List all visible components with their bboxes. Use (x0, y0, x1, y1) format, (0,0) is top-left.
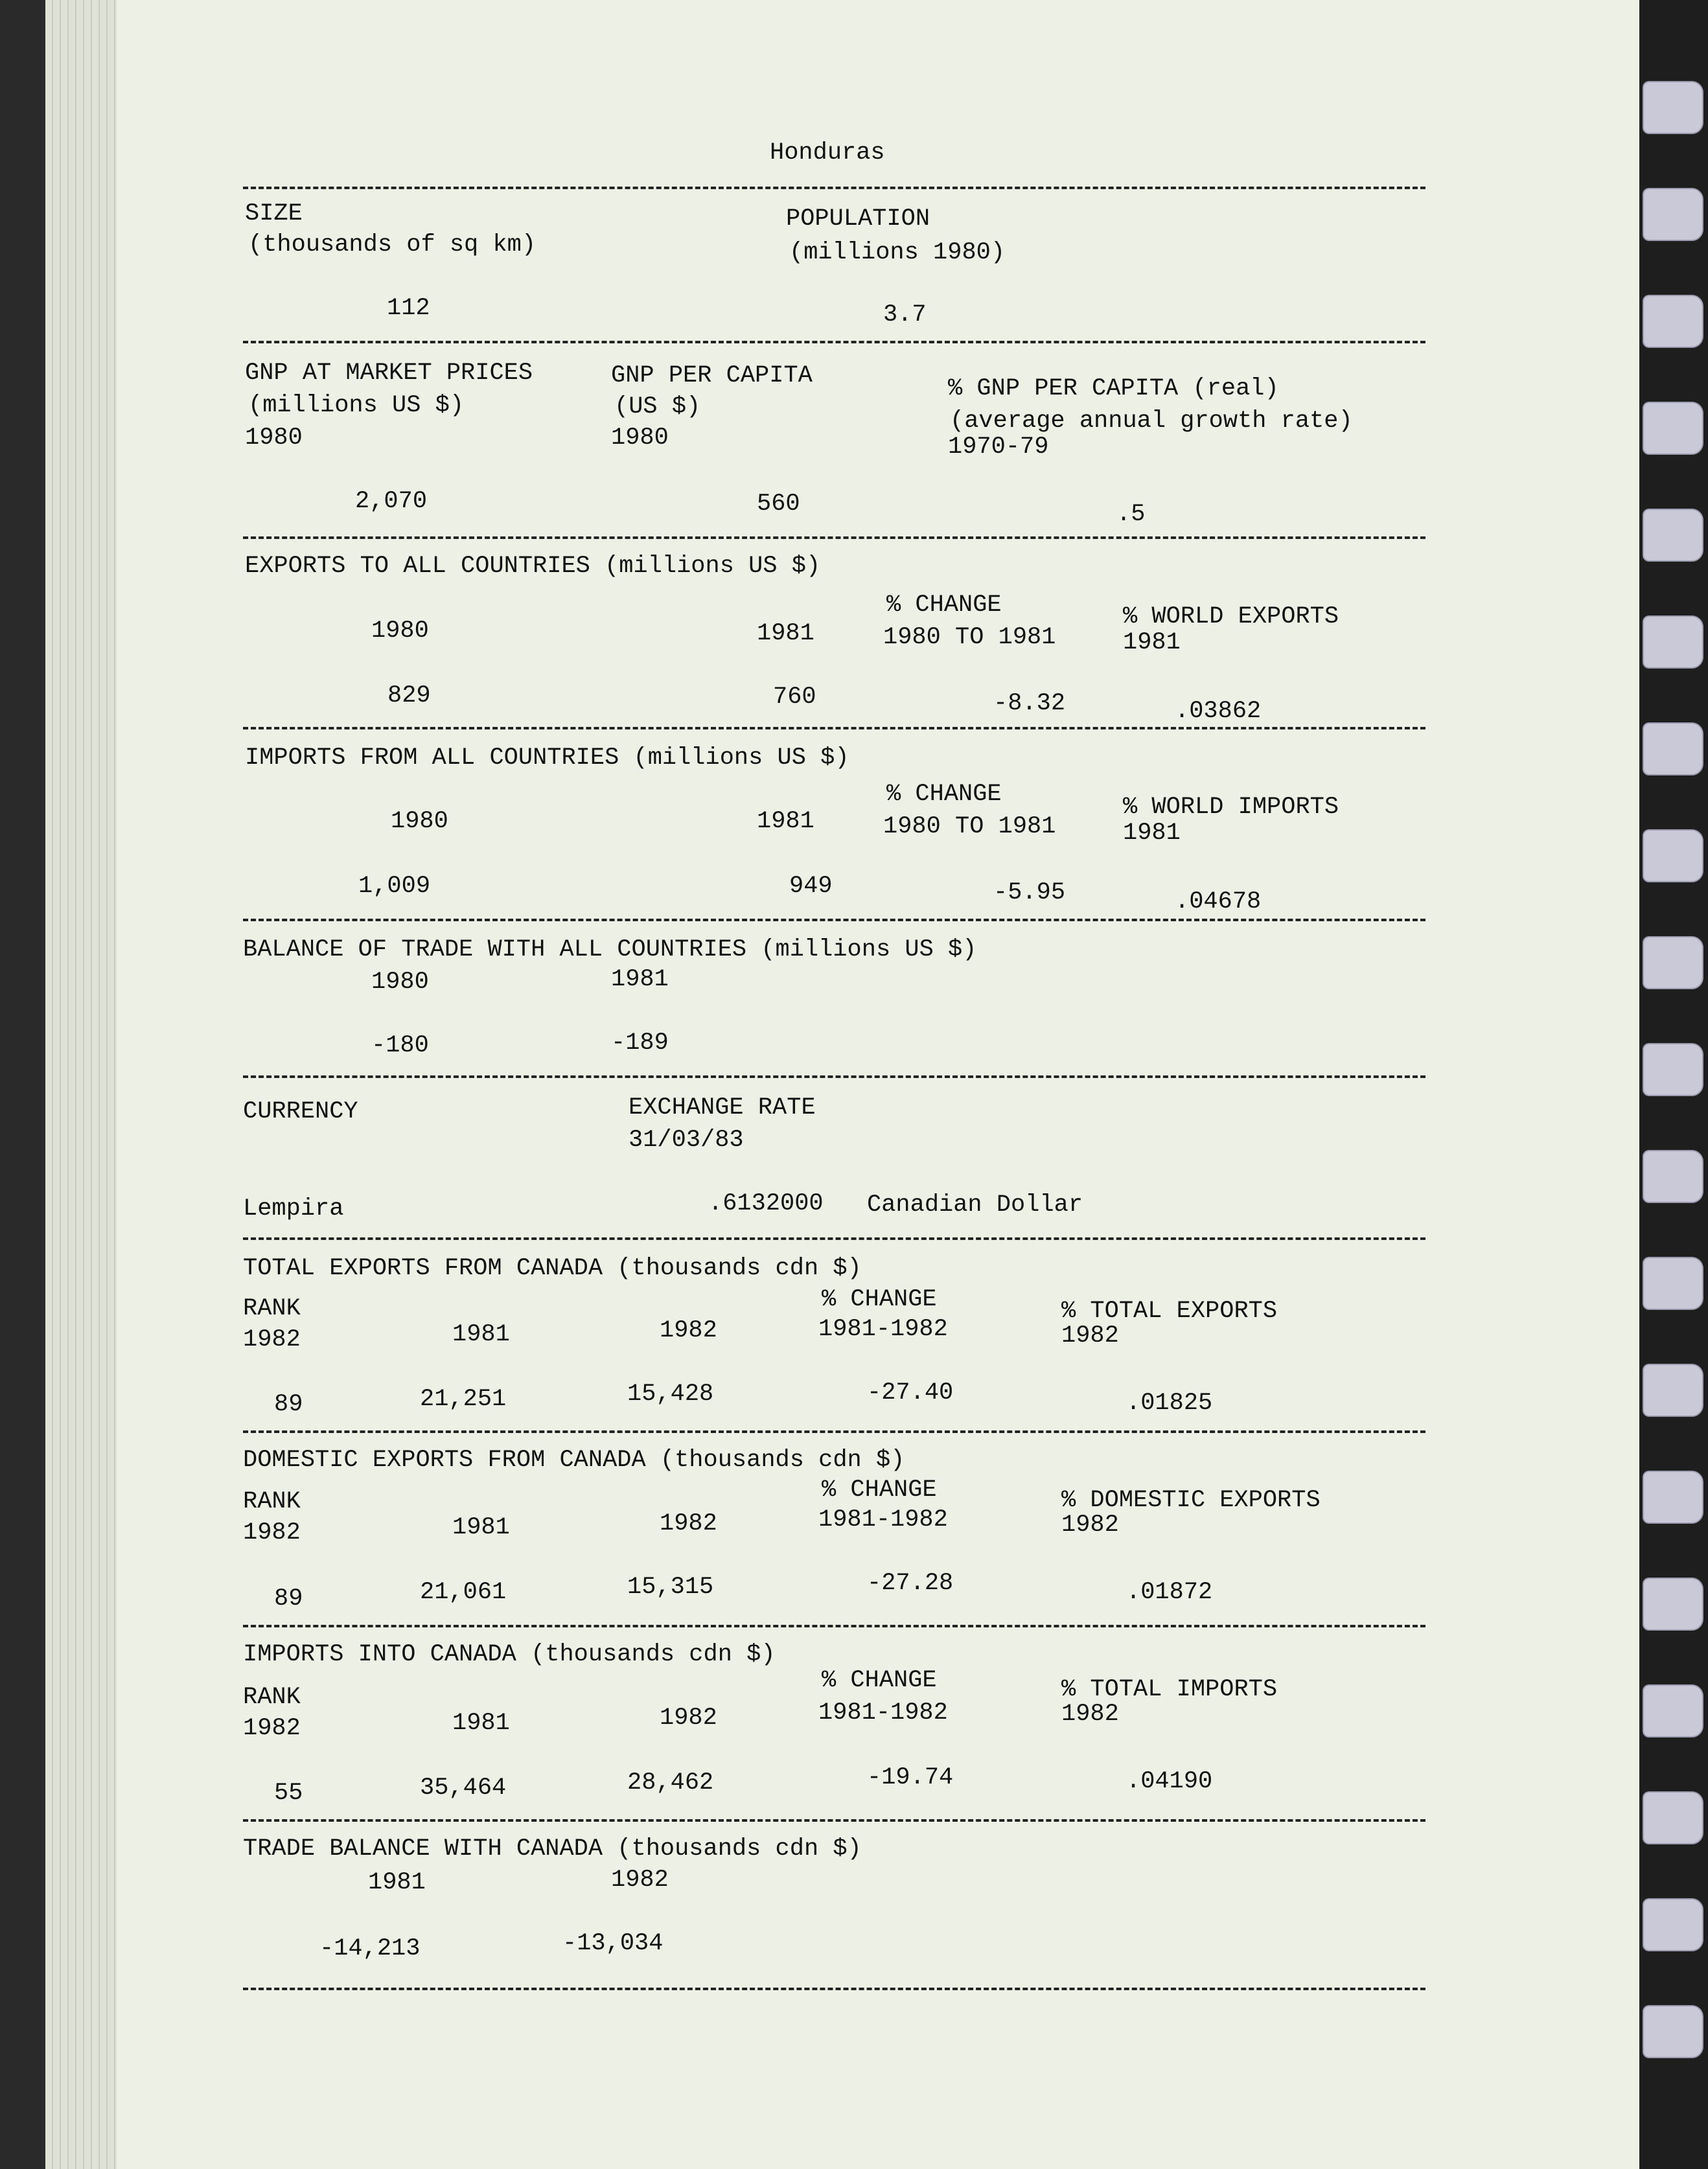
total-exports-change-value: -27.40 (867, 1379, 954, 1406)
imports-canada-pct-label: % TOTAL IMPORTS (1061, 1676, 1278, 1703)
dashed-rule (243, 187, 1425, 189)
domestic-exports-rank-year: 1982 (243, 1519, 301, 1546)
binding-ring (1643, 1898, 1703, 1951)
domestic-exports-pct-value: .01872 (1126, 1579, 1213, 1606)
dashed-rule (243, 341, 1425, 343)
dashed-rule (243, 919, 1425, 921)
imports-all-change-label: % CHANGE (886, 781, 1002, 808)
binding-ring (1643, 2005, 1703, 2058)
domestic-exports-heading: DOMESTIC EXPORTS FROM CANADA (thousands cdn $) (243, 1447, 905, 1474)
imports-canada-year-1982: 1982 (660, 1704, 717, 1732)
balance-all-heading: BALANCE OF TRADE WITH ALL COUNTRIES (millions US $) (243, 936, 977, 963)
imports-canada-rank-value: 55 (274, 1780, 303, 1807)
domestic-exports-pct-year: 1982 (1061, 1511, 1119, 1539)
imports-canada-change-label: % CHANGE (822, 1667, 937, 1694)
total-exports-rank-value: 89 (274, 1391, 303, 1418)
domestic-exports-change-value: -27.28 (867, 1570, 954, 1597)
trade-balance-heading: TRADE BALANCE WITH CANADA (thousands cdn $) (243, 1835, 862, 1863)
total-exports-rank-label: RANK (243, 1295, 301, 1322)
dashed-rule (243, 1625, 1425, 1627)
domestic-exports-value-1981: 21,061 (420, 1579, 507, 1606)
population-label: POPULATION (786, 205, 930, 233)
binding-ring (1643, 1257, 1703, 1310)
balance-all-year-1980: 1980 (371, 969, 429, 996)
imports-canada-rank-label: RANK (243, 1684, 301, 1711)
dashed-rule (243, 1237, 1425, 1240)
trade-balance-year-1981: 1981 (368, 1869, 426, 1896)
imports-all-year-1980: 1980 (391, 808, 448, 835)
trade-balance-value-1981: -14,213 (319, 1935, 421, 1962)
exports-all-pct-year: 1981 (1123, 629, 1181, 656)
binding-ring (1643, 1471, 1703, 1524)
exports-all-value-1981: 760 (773, 683, 816, 711)
imports-all-change-value: -5.95 (993, 879, 1066, 906)
binding-ring (1643, 936, 1703, 989)
gnp-label: GNP AT MARKET PRICES (245, 360, 533, 387)
binding-ring (1643, 188, 1703, 241)
imports-canada-heading: IMPORTS INTO CANADA (thousands cdn $) (243, 1641, 776, 1668)
total-exports-pct-year: 1982 (1061, 1322, 1119, 1349)
imports-all-pct-year: 1981 (1123, 820, 1181, 847)
binding-ring (1643, 1150, 1703, 1203)
exports-all-change-label: % CHANGE (886, 591, 1002, 619)
currency-label: CURRENCY (243, 1098, 358, 1125)
binding-ring (1643, 1043, 1703, 1096)
page-stack-edges (45, 0, 117, 2169)
gnp-growth-label: % GNP PER CAPITA (real) (948, 375, 1279, 402)
trade-balance-year-1982: 1982 (611, 1866, 669, 1894)
exchange-rate-unit: Canadian Dollar (867, 1191, 1083, 1219)
total-exports-year-1981: 1981 (452, 1321, 510, 1348)
domestic-exports-value-1982: 15,315 (627, 1574, 714, 1601)
exports-all-year-1981: 1981 (757, 620, 814, 647)
imports-canada-change-period: 1981-1982 (818, 1699, 948, 1727)
imports-all-change-period: 1980 TO 1981 (883, 813, 1056, 840)
size-value: 112 (387, 295, 430, 322)
binding-ring (1643, 402, 1703, 455)
gnp-capita-label: GNP PER CAPITA (611, 362, 813, 389)
imports-all-value-1980: 1,009 (358, 873, 431, 900)
binding-ring (1643, 1364, 1703, 1417)
dashed-rule (243, 1430, 1425, 1433)
exports-all-value-1980: 829 (387, 682, 431, 709)
imports-all-value-1981: 949 (789, 873, 833, 900)
trade-balance-value-1982: -13,034 (562, 1930, 664, 1957)
domestic-exports-rank-value: 89 (274, 1585, 303, 1612)
total-exports-value-1982: 15,428 (627, 1381, 714, 1408)
dashed-rule (243, 536, 1425, 539)
size-unit: (thousands of sq km) (248, 231, 537, 258)
domestic-exports-pct-label: % DOMESTIC EXPORTS (1061, 1487, 1321, 1514)
domestic-exports-year-1982: 1982 (660, 1510, 717, 1537)
imports-canada-year-1981: 1981 (452, 1710, 510, 1737)
imports-all-year-1981: 1981 (757, 808, 814, 835)
binding-ring (1643, 615, 1703, 669)
imports-canada-value-1981: 35,464 (420, 1774, 507, 1802)
total-exports-pct-label: % TOTAL EXPORTS (1061, 1298, 1278, 1325)
dashed-rule (243, 727, 1425, 729)
exchange-rate-label: EXCHANGE RATE (629, 1094, 816, 1121)
exchange-rate-value: .6132000 (708, 1190, 824, 1217)
gnp-year: 1980 (245, 424, 303, 452)
binding-ring (1643, 509, 1703, 562)
total-exports-heading: TOTAL EXPORTS FROM CANADA (thousands cdn $) (243, 1255, 862, 1282)
domestic-exports-year-1981: 1981 (452, 1514, 510, 1541)
total-exports-change-label: % CHANGE (822, 1286, 937, 1313)
total-exports-rank-year: 1982 (243, 1326, 301, 1353)
gnp-capita-value: 560 (757, 490, 800, 518)
exports-all-pct-label: % WORLD EXPORTS (1123, 603, 1339, 630)
balance-all-year-1981: 1981 (611, 966, 669, 993)
dashed-rule (243, 1819, 1425, 1822)
gnp-growth-value: .5 (1116, 501, 1146, 528)
population-unit: (millions 1980) (789, 239, 1006, 266)
dashed-rule (243, 1075, 1425, 1078)
gnp-value: 2,070 (355, 488, 428, 515)
imports-canada-rank-year: 1982 (243, 1715, 301, 1742)
gnp-growth-period: 1970-79 (948, 433, 1049, 461)
imports-canada-value-1982: 28,462 (627, 1769, 714, 1796)
imports-canada-change-value: -19.74 (867, 1764, 954, 1791)
domestic-exports-change-period: 1981-1982 (818, 1506, 948, 1533)
balance-all-value-1981: -189 (611, 1029, 669, 1057)
total-exports-change-period: 1981-1982 (818, 1316, 948, 1343)
binding-ring (1643, 829, 1703, 882)
dashed-rule (243, 1988, 1425, 1990)
binding-ring (1643, 295, 1703, 348)
total-exports-year-1982: 1982 (660, 1317, 717, 1344)
gnp-growth-unit: (average annual growth rate) (950, 407, 1353, 435)
size-label: SIZE (245, 200, 303, 227)
imports-all-pct-value: .04678 (1175, 888, 1262, 915)
gnp-capita-year: 1980 (611, 424, 669, 452)
total-exports-pct-value: .01825 (1126, 1390, 1213, 1417)
binding-ring (1643, 1578, 1703, 1631)
domestic-exports-rank-label: RANK (243, 1488, 301, 1515)
exchange-rate-date: 31/03/83 (629, 1127, 744, 1154)
imports-all-pct-label: % WORLD IMPORTS (1123, 794, 1339, 821)
exports-all-pct-value: .03862 (1175, 698, 1262, 725)
binding-ring (1643, 1684, 1703, 1738)
binding-ring (1643, 722, 1703, 775)
currency-name: Lempira (243, 1195, 344, 1222)
binding-ring (1643, 1791, 1703, 1844)
imports-canada-pct-value: .04190 (1126, 1768, 1213, 1795)
domestic-exports-change-label: % CHANGE (822, 1476, 937, 1504)
imports-all-heading: IMPORTS FROM ALL COUNTRIES (millions US $) (245, 744, 849, 772)
total-exports-value-1981: 21,251 (420, 1386, 507, 1413)
binding-ring (1643, 81, 1703, 134)
gnp-capita-unit: (US $) (614, 393, 701, 420)
population-value: 3.7 (883, 301, 927, 328)
exports-all-year-1980: 1980 (371, 617, 429, 645)
imports-canada-pct-year: 1982 (1061, 1701, 1119, 1728)
page-title: Honduras (770, 139, 885, 166)
balance-all-value-1980: -180 (371, 1032, 429, 1059)
gnp-unit: (millions US $) (248, 392, 465, 419)
exports-all-change-period: 1980 TO 1981 (883, 624, 1056, 651)
exports-all-heading: EXPORTS TO ALL COUNTRIES (millions US $) (245, 553, 821, 580)
exports-all-change-value: -8.32 (993, 690, 1066, 717)
